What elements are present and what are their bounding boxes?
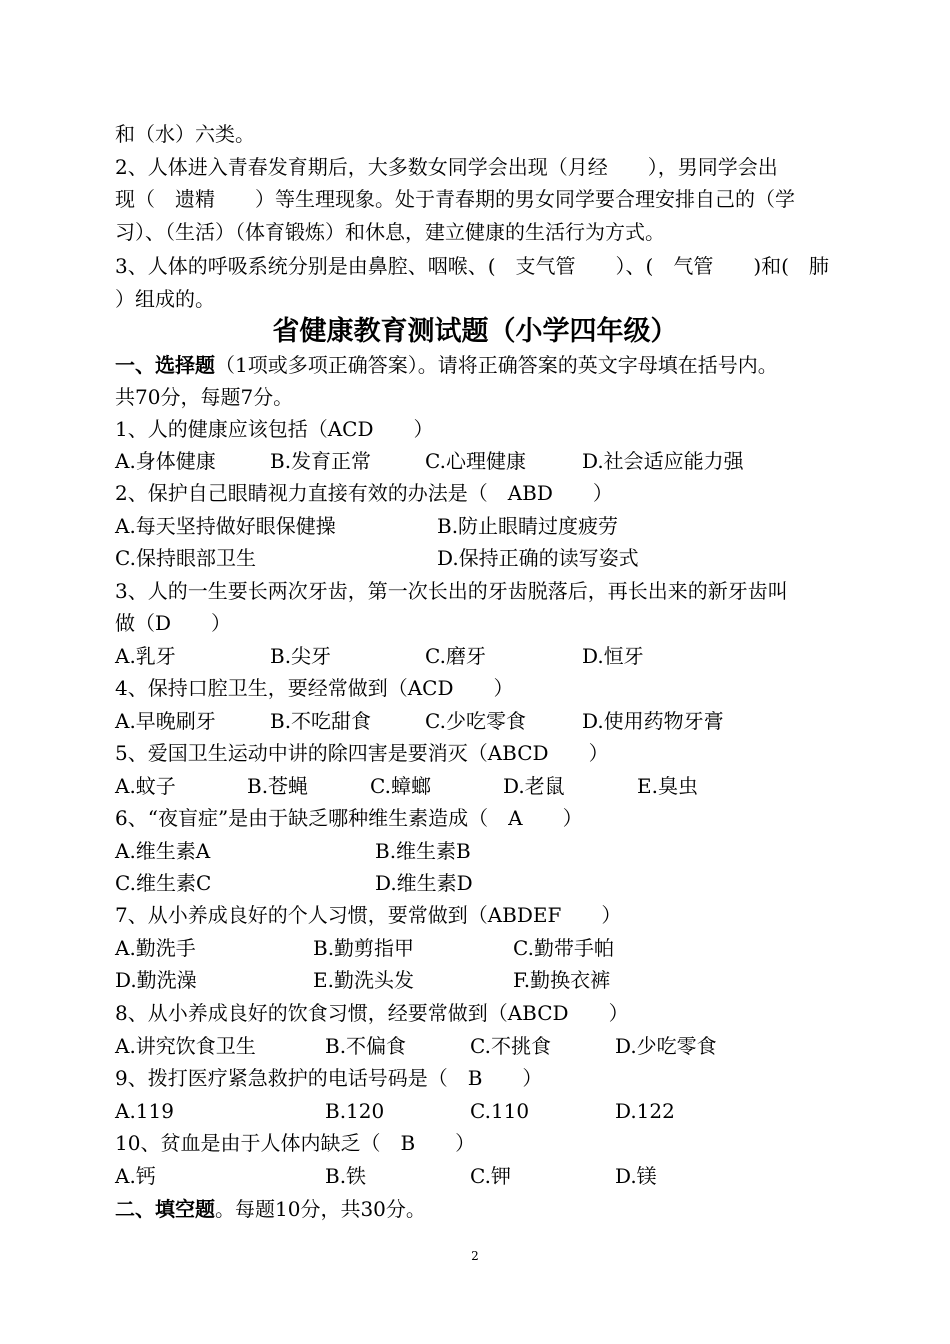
- text-line: ）组成的。: [115, 287, 215, 311]
- question: 8、从小养成良好的饮食习惯，经要常做到（ABCD ）: [115, 1001, 629, 1025]
- option: C.心理健康: [425, 449, 526, 473]
- question: 3、人的一生要长两次牙齿，第一次长出的牙齿脱落后，再长出来的新牙齿叫: [115, 579, 788, 603]
- option: A.乳牙: [115, 644, 176, 668]
- option: B.不偏食: [325, 1034, 407, 1058]
- option: E.勤洗头发: [313, 968, 414, 992]
- option: B.发育正常: [270, 449, 372, 473]
- question: 1、人的健康应该包括（ACD ）: [115, 417, 434, 441]
- option-row: [115, 510, 855, 542]
- option: D.少吃零食: [615, 1034, 717, 1058]
- question: 4、保持口腔卫生，要经常做到（ACD ）: [115, 676, 514, 700]
- option: D.镁: [615, 1164, 657, 1188]
- section-instruction: 。每题10分，共30分。: [215, 1197, 426, 1221]
- section-heading-choice: [115, 349, 778, 381]
- option-row: [115, 770, 855, 802]
- option: B.防止眼睛过度疲劳: [437, 514, 619, 538]
- option-row: [115, 542, 855, 574]
- question: 7、从小养成良好的个人习惯，要常做到（ABDEF ）: [115, 903, 622, 927]
- option: C.磨牙: [425, 644, 486, 668]
- option: C.110: [470, 1099, 530, 1123]
- option-row: [115, 1160, 855, 1192]
- text-line: 2、人体进入青春发育期后，大多数女同学会出现（月经 ），男同学会出: [115, 155, 778, 179]
- option: B.苍蝇: [247, 774, 309, 798]
- option-row: [115, 964, 855, 996]
- page-number: 2: [471, 1249, 479, 1263]
- option: A.钙: [115, 1164, 156, 1188]
- option: C.勤带手帕: [513, 936, 614, 960]
- option-row: [115, 1095, 855, 1127]
- option: F.勤换衣裤: [513, 968, 611, 992]
- option: A.蚊子: [115, 774, 176, 798]
- option: D.使用药物牙膏: [582, 709, 724, 733]
- option-row: [115, 867, 855, 899]
- page-title: 省健康教育测试题（小学四年级）: [272, 316, 678, 347]
- text-line: 和（水）六类。: [115, 122, 255, 146]
- option: C.钾: [470, 1164, 511, 1188]
- option: B.铁: [325, 1164, 367, 1188]
- option-row: [115, 445, 855, 477]
- option: A.身体健康: [115, 449, 216, 473]
- option: A.维生素A: [115, 839, 211, 863]
- option-row: [115, 640, 855, 672]
- option: C.维生素C: [115, 871, 212, 895]
- option: C.蟑螂: [370, 774, 431, 798]
- option: D.勤洗澡: [115, 968, 197, 992]
- question: 2、保护自己眼睛视力直接有效的办法是（ ABD ）: [115, 481, 613, 505]
- option-row: [115, 705, 855, 737]
- option: B.不吃甜食: [270, 709, 372, 733]
- option: C.保持眼部卫生: [115, 546, 256, 570]
- option: A.每天坚持做好眼保健操: [115, 514, 336, 538]
- option: A.勤洗手: [115, 936, 196, 960]
- question: 5、爱国卫生运动中讲的除四害是要消灭（ABCD ）: [115, 741, 609, 765]
- option: A.119: [115, 1099, 174, 1123]
- option: B.维生素B: [375, 839, 471, 863]
- section-instruction-line2: 共70分，每题7分。: [115, 385, 294, 409]
- question-cont: 做（D ）: [115, 611, 232, 635]
- option-row: [115, 835, 855, 867]
- option: B.勤剪指甲: [313, 936, 415, 960]
- option: B.尖牙: [270, 644, 332, 668]
- option: A.早晚刷牙: [115, 709, 216, 733]
- section-heading-label: 一、选择题: [115, 353, 215, 377]
- section-heading-fill: [115, 1193, 426, 1225]
- option: D.122: [615, 1099, 675, 1123]
- section-instruction: （1项或多项正确答案）。请将正确答案的英文字母填在括号内。: [215, 353, 778, 377]
- option: D.社会适应能力强: [582, 449, 744, 473]
- option: D.恒牙: [582, 644, 644, 668]
- text-line: 现（ 遗精 ）等生理现象。处于青春期的男女同学要合理安排自己的（学: [115, 187, 795, 211]
- question: 9、拨打医疗紧急救护的电话号码是（ B ）: [115, 1066, 543, 1090]
- question: 6、“夜盲症”是由于缺乏哪种维生素造成（ A ）: [115, 806, 583, 830]
- option: D.保持正确的读写姿式: [437, 546, 639, 570]
- section-heading-label: 二、填空题: [115, 1197, 215, 1221]
- option-row: [115, 1030, 855, 1062]
- option-row: [115, 932, 855, 964]
- option: C.少吃零食: [425, 709, 526, 733]
- option: D.维生素D: [375, 871, 473, 895]
- option: B.120: [325, 1099, 385, 1123]
- question: 10、贫血是由于人体内缺乏（ B ）: [115, 1131, 476, 1155]
- option: E.臭虫: [637, 774, 698, 798]
- option: A.讲究饮食卫生: [115, 1034, 256, 1058]
- text-line: 习）、（生活）（体育锻炼）和休息，建立健康的生活行为方式。: [115, 220, 665, 244]
- option: C.不挑食: [470, 1034, 551, 1058]
- option: D.老鼠: [503, 774, 565, 798]
- text-line: 3、人体的呼吸系统分别是由鼻腔、咽喉、( 支气管 ）、( 气管 )和( 肺: [115, 254, 829, 278]
